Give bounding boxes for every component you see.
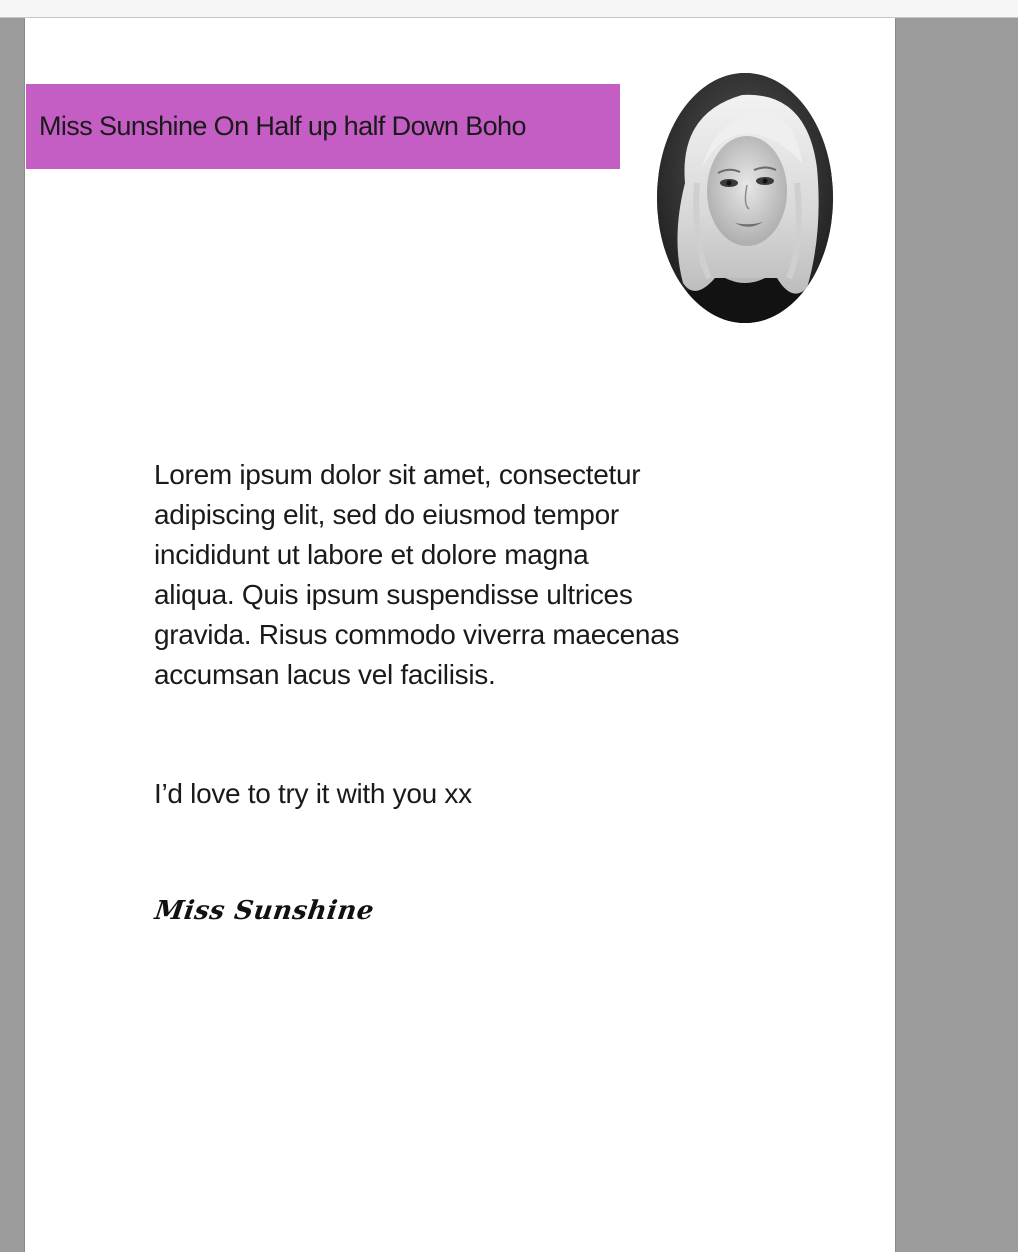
page-title: Miss Sunshine On Half up half Down Boho xyxy=(39,111,526,141)
body-line: accumsan lacus vel facilisis. xyxy=(154,659,496,690)
signature: Miss Sunshine xyxy=(152,896,377,926)
title-banner xyxy=(26,84,620,169)
closing-line: I’d love to try it with you xx xyxy=(154,778,472,809)
portrait-photo-image xyxy=(657,73,833,323)
document-page xyxy=(24,18,896,1252)
body-line: Lorem ipsum dolor sit amet, consectetur xyxy=(154,459,641,490)
viewer-top-bar xyxy=(0,0,1018,18)
body-line: aliqua. Quis ipsum suspendisse ultrices xyxy=(154,579,633,610)
body-line: incididunt ut labore et dolore magna xyxy=(154,539,589,570)
body-line: adipiscing elit, sed do eiusmod tempor xyxy=(154,499,619,530)
portrait-photo xyxy=(657,73,833,323)
body-paragraph xyxy=(154,455,794,695)
body-line: gravida. Risus commodo viverra maecenas xyxy=(154,619,680,650)
